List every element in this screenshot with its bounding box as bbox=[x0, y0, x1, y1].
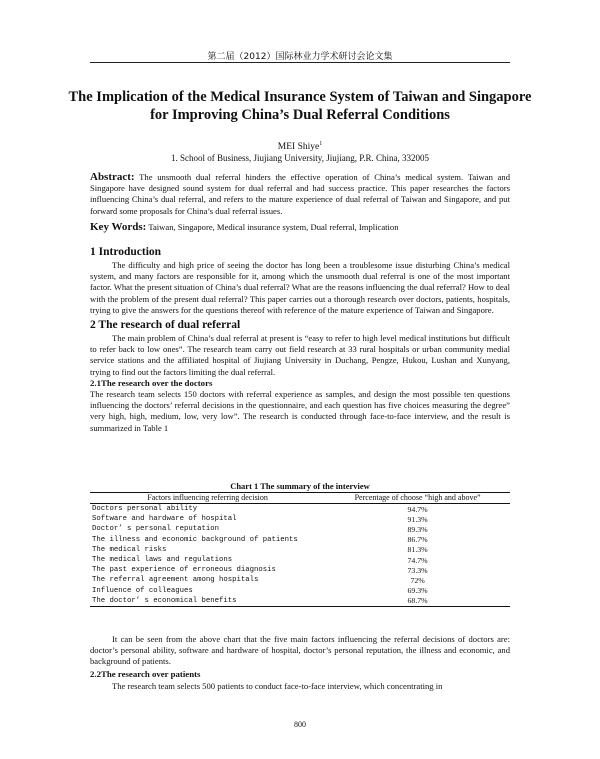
factor-cell: The referral agreement among hospitals bbox=[92, 576, 259, 585]
table-header-row bbox=[90, 493, 510, 504]
table-row bbox=[90, 545, 510, 555]
affiliation: 1. School of Business, Jiujiang University, Jiujiang, P.R. China, 332005 bbox=[171, 153, 429, 163]
table-row bbox=[90, 514, 510, 524]
percentage-cell: 86.7% bbox=[407, 535, 428, 545]
table-header-percentage: Percentage of choose “high and above” bbox=[325, 493, 510, 504]
factor-cell: The past experience of erroneous diagnosis bbox=[92, 566, 276, 575]
percentage-cell: 74.7% bbox=[407, 555, 428, 565]
keywords-text: Taiwan, Singapore, Medical insurance system, Dual referral, Implication bbox=[148, 222, 399, 232]
interview-summary-table bbox=[90, 492, 510, 607]
table-row bbox=[90, 535, 510, 545]
page-number: 800 bbox=[294, 720, 306, 729]
table-row bbox=[90, 524, 510, 534]
factor-cell: Influence of colleagues bbox=[92, 586, 193, 595]
percentage-cell: 81.3% bbox=[407, 545, 428, 555]
table-row bbox=[90, 596, 510, 607]
table-row bbox=[90, 555, 510, 565]
abstract-label: Abstract: bbox=[90, 171, 135, 183]
section-1-body: The difficulty and high price of seeing the doctor has long been a troublesome issue disturbing China’s medical system, and many factors are responsible for it, among which the unsmooth dual referral is one of the most important factor. What the present situation of China’s dual referral? What are the reasons influencing the dual referral? How to deal with the problem of the present dual referral? This paper carries out a thorough research over doctors, patients, hospitals, trying to give the answers for the questions thereof with reference of the mature experience of Taiwan and Singapore. bbox=[90, 260, 510, 315]
percentage-cell: 69.3% bbox=[407, 586, 428, 596]
author-name: MEI Shiye bbox=[277, 142, 320, 153]
section-2-body: The main problem of China’s dual referral at present is “easy to refer to high level medical institutions but difficult to refer back to low ones”. The research team carry out field research at 33 rural hospitals or urban community medial service stations and the affiliated hospital of Jiujiang University in Duchang, Pengze, Hukou, Lushan and Xunyang, trying to find out the factors limiting the dual referral. bbox=[90, 333, 510, 377]
percentage-cell: 94.7% bbox=[407, 504, 428, 514]
keywords bbox=[90, 222, 510, 233]
section-2-heading: 2 The research of dual referral bbox=[90, 319, 241, 331]
running-header: 第二届（2012）国际林业力学术研讨会论文集 bbox=[207, 52, 393, 62]
percentage-cell: 73.3% bbox=[407, 565, 428, 575]
factor-cell: Doctors personal ability bbox=[92, 505, 198, 514]
subsection-2-1-heading: 2.1The research over the doctors bbox=[90, 378, 213, 388]
factor-cell: Software and hardware of hospital bbox=[92, 515, 237, 524]
factor-cell: The doctor’ s economical benefits bbox=[90, 596, 325, 607]
factor-cell: The medical risks bbox=[92, 545, 167, 554]
abstract bbox=[90, 172, 510, 217]
table-row bbox=[90, 504, 510, 515]
section-1-heading: 1 Introduction bbox=[90, 246, 162, 258]
author-line bbox=[0, 141, 600, 152]
factor-cell: The illness and economic background of patients bbox=[92, 535, 298, 544]
factor-cell: Doctor’ s personal reputation bbox=[92, 525, 219, 534]
subsection-2-1-body: The research team selects 150 doctors with referral experience as samples, and design the most possible ten questions influencing the doctors’ referral decisions in the questionnaire, and each question has five choices measuring the degree” very high, high, medium, low, very low”. The research is conducted through face-to-face interview, and the result is summarized in Table 1 bbox=[90, 389, 510, 433]
table-row bbox=[90, 565, 510, 575]
percentage-cell: 89.3% bbox=[407, 524, 428, 534]
percentage-cell: 68.7% bbox=[325, 596, 510, 607]
table-row bbox=[90, 575, 510, 585]
abstract-text: The unsmooth dual referral hinders the effective operation of China’s medical system. Taiwan and Singapore have designed sound system for dual referral and had success practice. This paper researches the factors influencing China’s dual referral, and refers to the mature experience of dual referral of Taiwan and Singapore, and put forward some proposals for China’s dual referral issues. bbox=[90, 172, 510, 216]
table-header-factor: Factors influencing referring decision bbox=[90, 493, 325, 504]
percentage-cell: 91.3% bbox=[407, 514, 428, 524]
keywords-label: Key Words: bbox=[90, 221, 147, 233]
subsection-2-2-body: The research team selects 500 patients to conduct face-to-face interview, which concentrating in bbox=[112, 681, 443, 691]
table-conclusion: It can be seen from the above chart that the five main factors influencing the referral decisions of doctors are: doctor’s personal ability, software and hardware of hospital, doctor’s personal reputation, the illness and economic, and background of patients. bbox=[90, 634, 510, 667]
paper-title: The Implication of the Medical Insurance System of Taiwan and Singapore for Improving China’s Dual Referral Conditions bbox=[68, 89, 532, 123]
percentage-cell: 72% bbox=[410, 575, 425, 585]
author-superscript: 1 bbox=[319, 141, 323, 147]
table-caption: Chart 1 The summary of the interview bbox=[230, 481, 370, 491]
factor-cell: The medical laws and regulations bbox=[92, 556, 233, 565]
subsection-2-2-heading: 2.2The research over patients bbox=[90, 669, 201, 679]
table-row bbox=[90, 586, 510, 596]
header-rule bbox=[90, 62, 510, 63]
